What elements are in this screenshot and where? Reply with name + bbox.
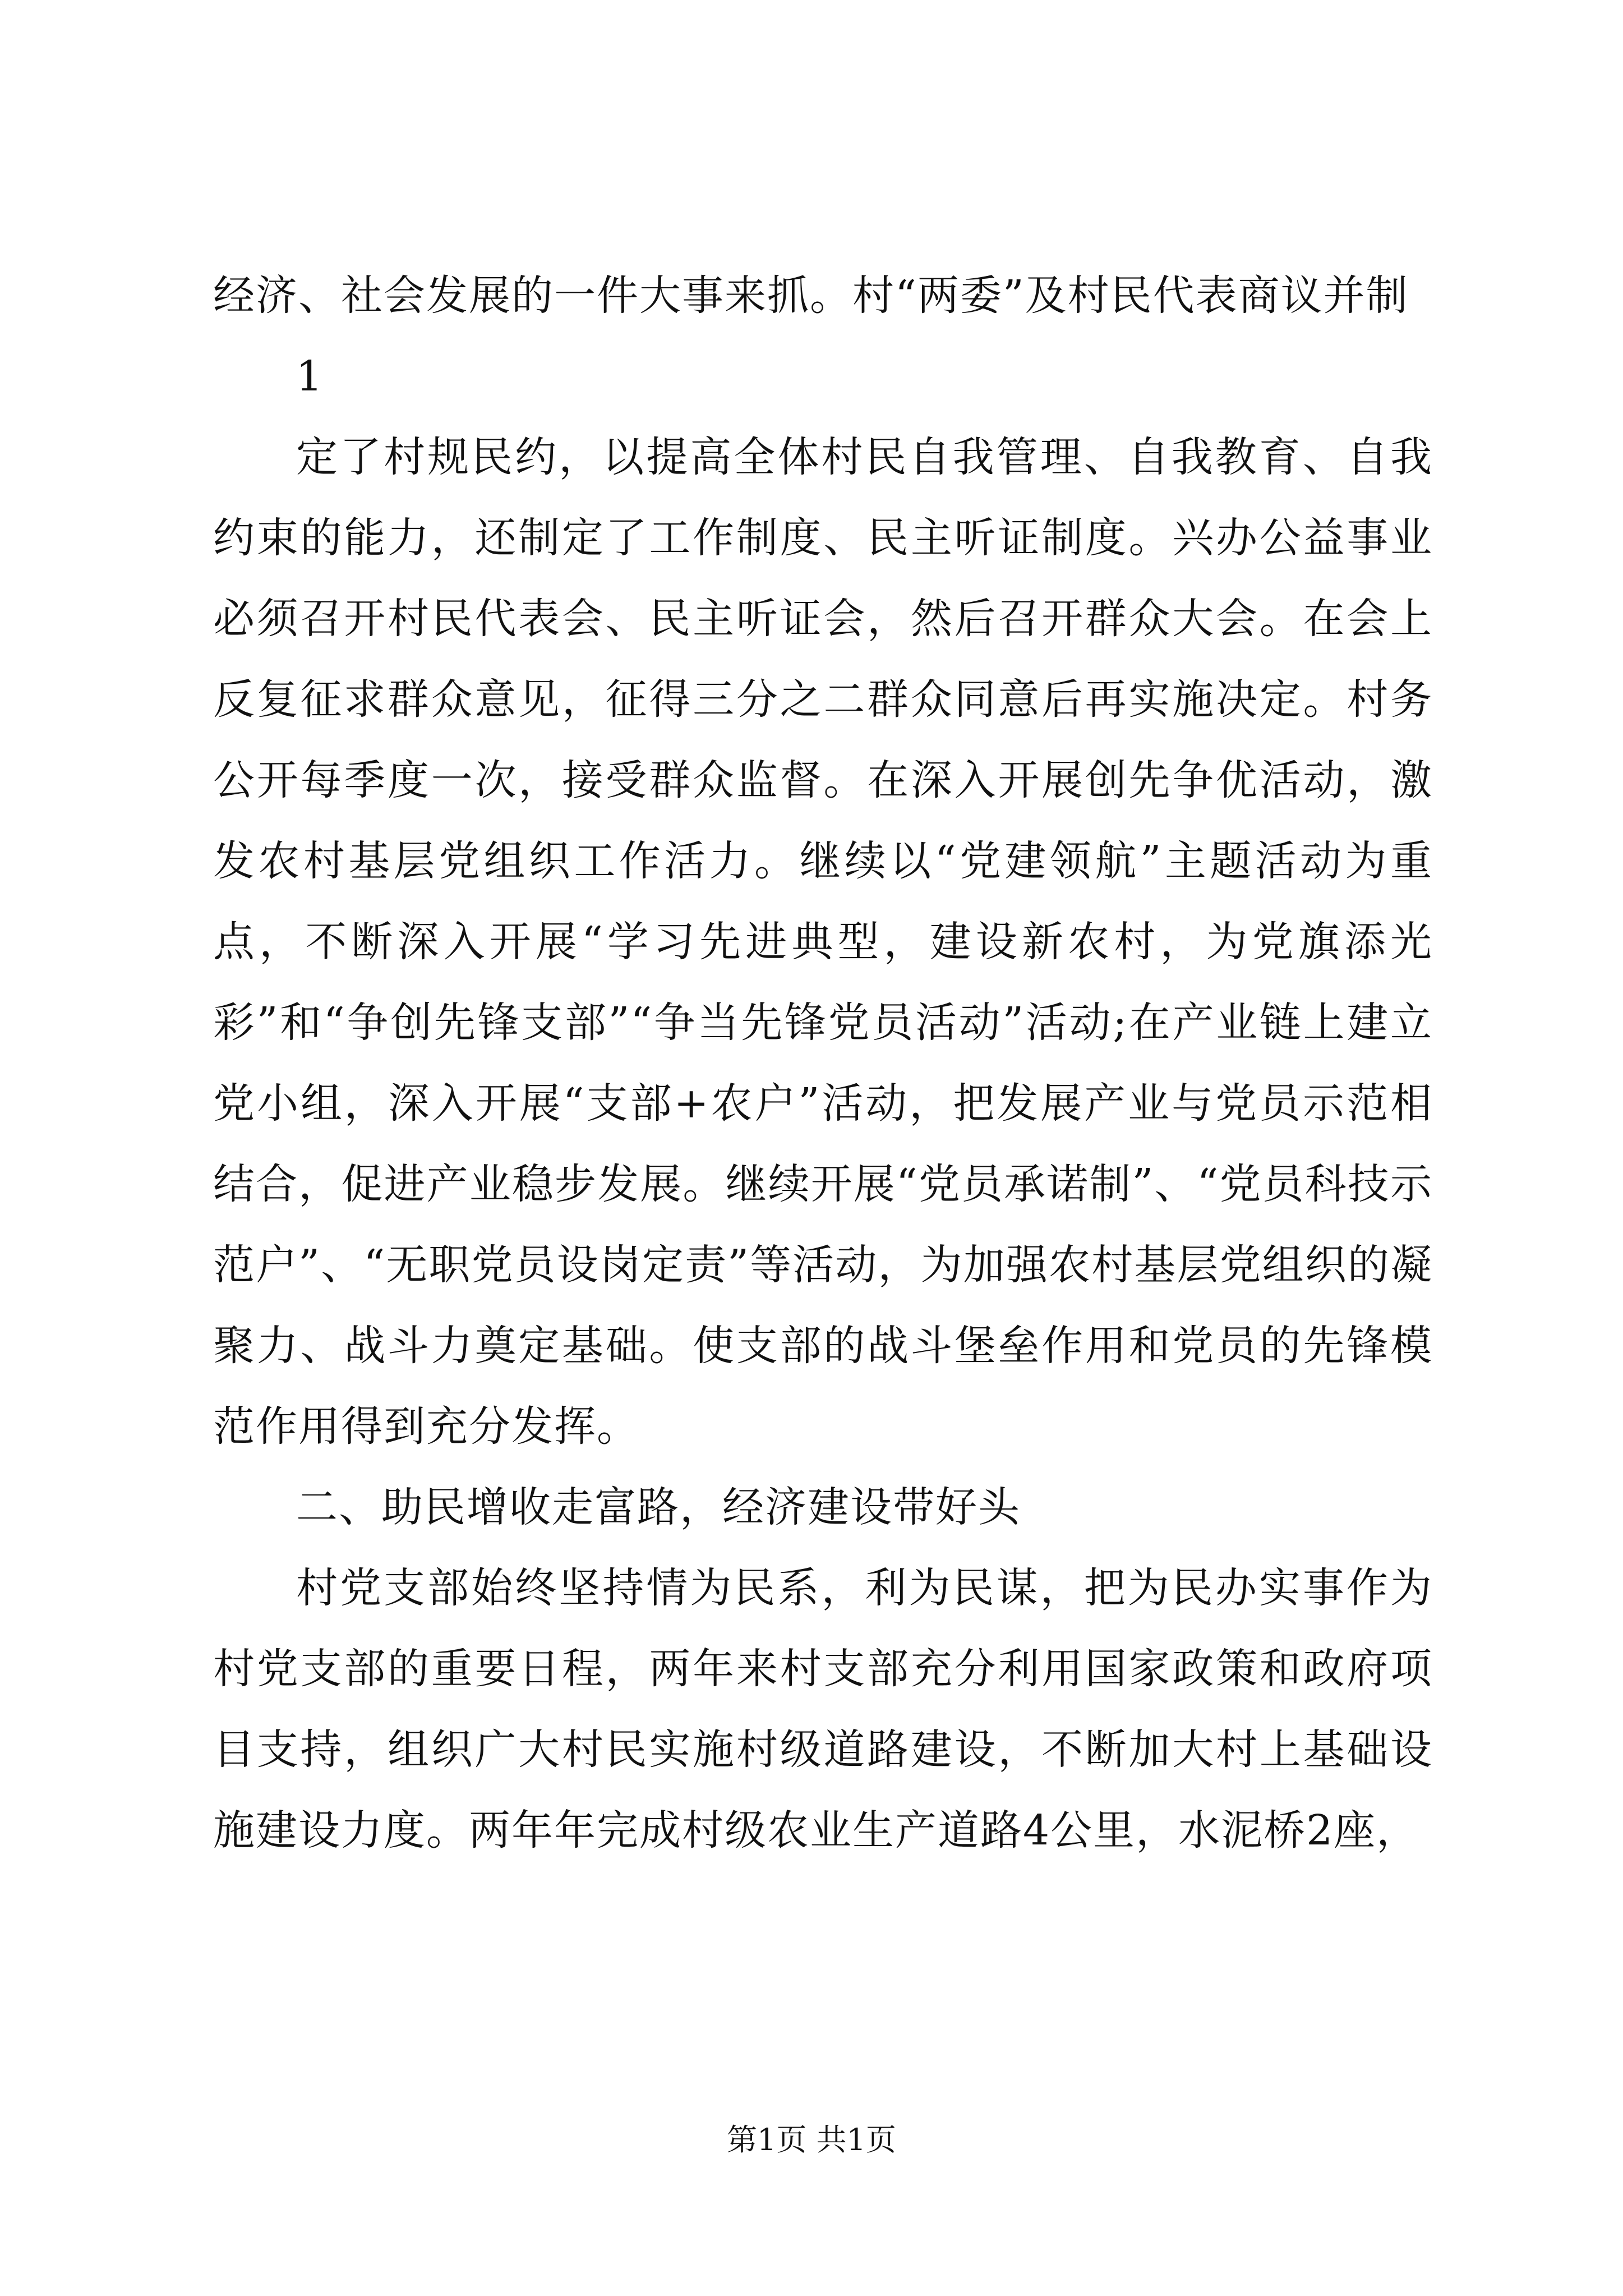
- paragraph-continuation: 经济、社会发展的一件大事来抓。村“两委”及村民代表商议并制: [213, 272, 1409, 320]
- section-heading-two: 二、助民增收走富路，经济建设带好头: [296, 1483, 1021, 1531]
- paragraph-village-rules: 定了村规民约，以提高全体村民自我管理、自我教育、自我约束的能力，还制定了工作制度、民主听证制度。兴办公益事业必须召开村民代表会、民主听证会，然后召开群众大会。在会上反复征求群众意见，征得三分之二群众同意后再实施决定。村务公开每季度一次，接受群众监督。在深入开展创先争优活动，激发农村基层党组织工作活力。继续以“党建领航”主题活动为重点，不断深入开展“学习先进典型，建设新农村，为党旗添光彩”和“争创先锋支部”“争当先锋党员活动”活动;在产业链上建立党小组，深入开展“支部+农户”活动，把发展产业与党员示范相结合，促进产业稳步发展。继续开展“党员承诺制”、“党员科技示范户”、“无职党员设岗定责”等活动，为加强农村基层党组织的凝聚力、战斗力奠定基础。使支部的战斗堡垒作用和党员的先锋模范作用得到充分发挥。: [213, 433, 1433, 1451]
- inline-page-number: 1: [296, 352, 323, 401]
- paragraph-infrastructure: 村党支部始终坚持情为民系，利为民谋，把为民办实事作为村党支部的重要日程，两年来村支部充分利用国家政策和政府项目支持，组织广大村民实施村级道路建设，不断加大村上基础设施建设力度。两年年完成村级农业生产道路4公里，水泥桥2座，: [213, 1564, 1433, 1855]
- page-footer: 第1页 共1页: [727, 2122, 896, 2157]
- document-body: [213, 255, 1433, 1871]
